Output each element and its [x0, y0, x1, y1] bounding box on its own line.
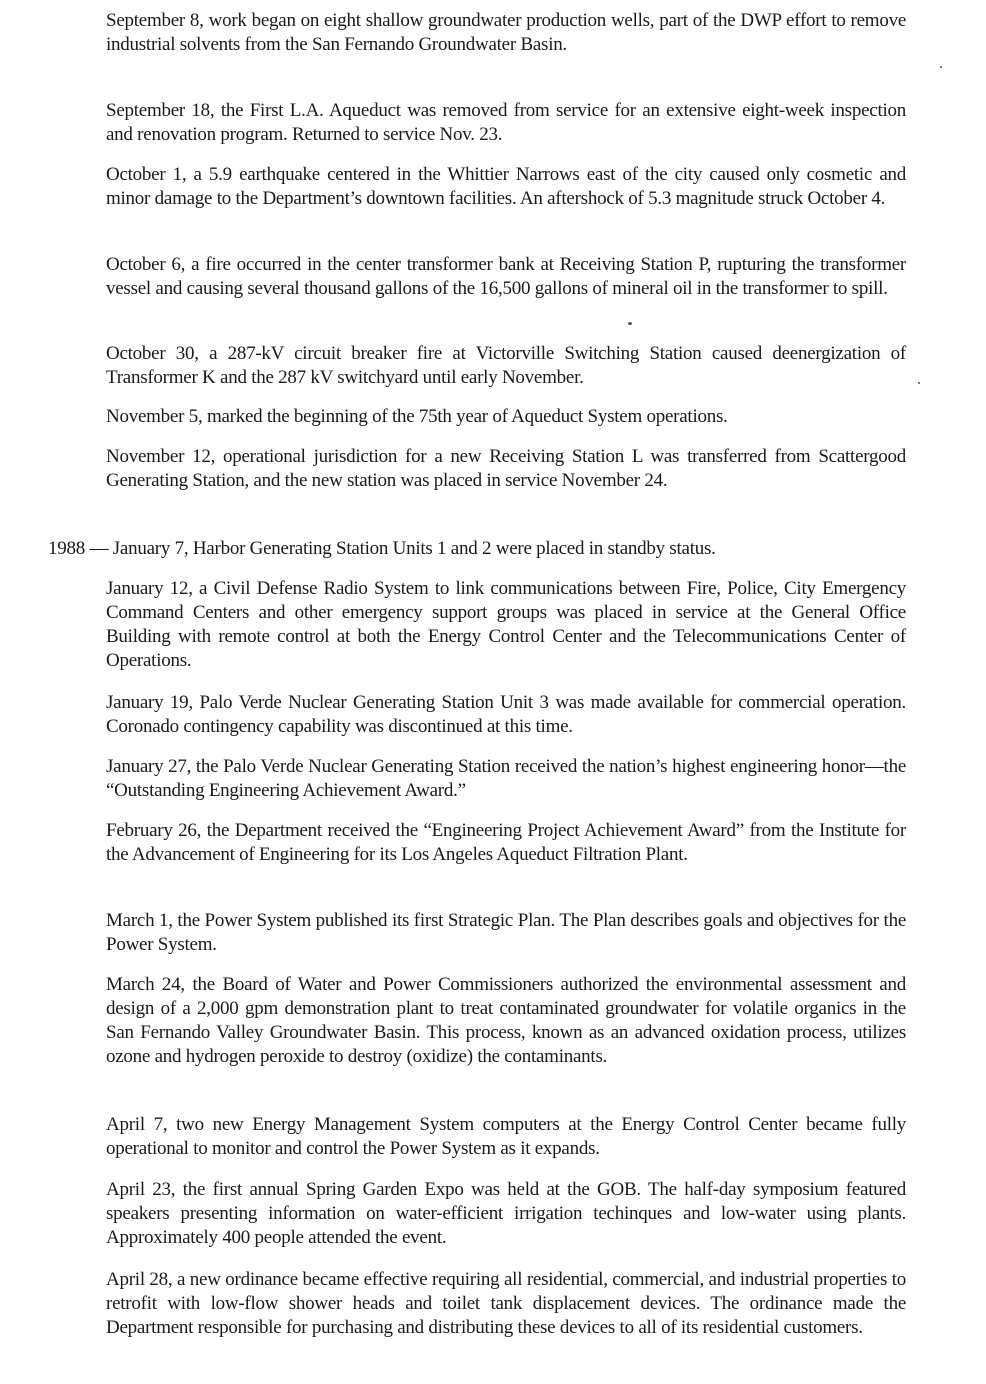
entry-jan-19: January 19, Palo Verde Nuclear Generating Station Unit 3 was made available for commercial operation. Coronado contingency capability was discontinued at this time.: [106, 692, 906, 737]
entry-oct-6: October 6, a fire occurred in the center transformer bank at Receiving Station P, rupturing the transformer vessel and causing several thousand gallons of the 16,500 gallons of mineral oil in the transformer to spill.: [106, 254, 906, 299]
entry-feb-26: February 26, the Department received the “Engineering Project Achievement Award” from the Institute for the Advancement of Engineering for its Los Angeles Aqueduct Filtration Plant.: [106, 820, 906, 865]
entry-apr-28: April 28, a new ordinance became effective requiring all residential, commercial, and industrial properties to retrofit with low-flow shower heads and toilet tank displacement devices. The ordinance made the Department responsible for purchasing and distributing these devices to all of its residential customers.: [106, 1269, 906, 1338]
entry-1988-jan-7: 1988 — January 7, Harbor Generating Station Units 1 and 2 were placed in standby status.: [48, 538, 716, 559]
entry-nov-12: November 12, operational jurisdiction for a new Receiving Station L was transferred from Scattergood Generating Station, and the new station was placed in service November 24.: [106, 446, 906, 491]
entry-oct-1: October 1, a 5.9 earthquake centered in the Whittier Narrows east of the city caused only cosmetic and minor damage to the Department’s downtown facilities. An aftershock of 5.3 magnitude struck October 4.: [106, 164, 906, 209]
entry-sep-8: September 8, work began on eight shallow groundwater production wells, part of the DWP effort to remove industrial solvents from the San Fernando Groundwater Basin.: [106, 10, 906, 55]
entry-apr-23: April 23, the first annual Spring Garden Expo was held at the GOB. The half-day symposium featured speakers presenting information on water-efficient irrigation techinques and low-water using plants. Approximately 400 people attended the event.: [106, 1179, 906, 1248]
scan-speck: [918, 382, 920, 384]
scan-speck: [940, 66, 942, 68]
entry-apr-7: April 7, two new Energy Management System computers at the Energy Control Center became fully operational to monitor and control the Power System as it expands.: [106, 1114, 906, 1159]
entry-jan-12: January 12, a Civil Defense Radio System to link communications between Fire, Police, City Emergency Command Centers and other emergency support groups was placed in service at the General Office Building with remote control at both the Energy Control Center and the Telecommunications Center of Operations.: [106, 578, 906, 671]
entry-jan-27: January 27, the Palo Verde Nuclear Generating Station received the nation’s highest engineering honor—the “Outstanding Engineering Achievement Award.”: [106, 756, 906, 801]
entry-nov-5: November 5, marked the beginning of the 75th year of Aqueduct System operations.: [106, 406, 728, 427]
entry-sep-18: September 18, the First L.A. Aqueduct was removed from service for an extensive eight-week inspection and renovation program. Returned to service Nov. 23.: [106, 100, 906, 145]
entry-oct-30: October 30, a 287-kV circuit breaker fire at Victorville Switching Station caused deenergization of Transformer K and the 287 kV switchyard until early November.: [106, 343, 906, 388]
scan-speck: [628, 322, 632, 325]
entry-mar-24: March 24, the Board of Water and Power Commissioners authorized the environmental assessment and design of a 2,000 gpm demonstration plant to treat contaminated groundwater for volatile organics in the San Fernando Valley Groundwater Basin. This process, known as an advanced oxidation process, utilizes ozone and hydrogen peroxide to destroy (oxidize) the contaminants.: [106, 974, 906, 1067]
entry-mar-1: March 1, the Power System published its first Strategic Plan. The Plan describes goals and objectives for the Power System.: [106, 910, 906, 955]
